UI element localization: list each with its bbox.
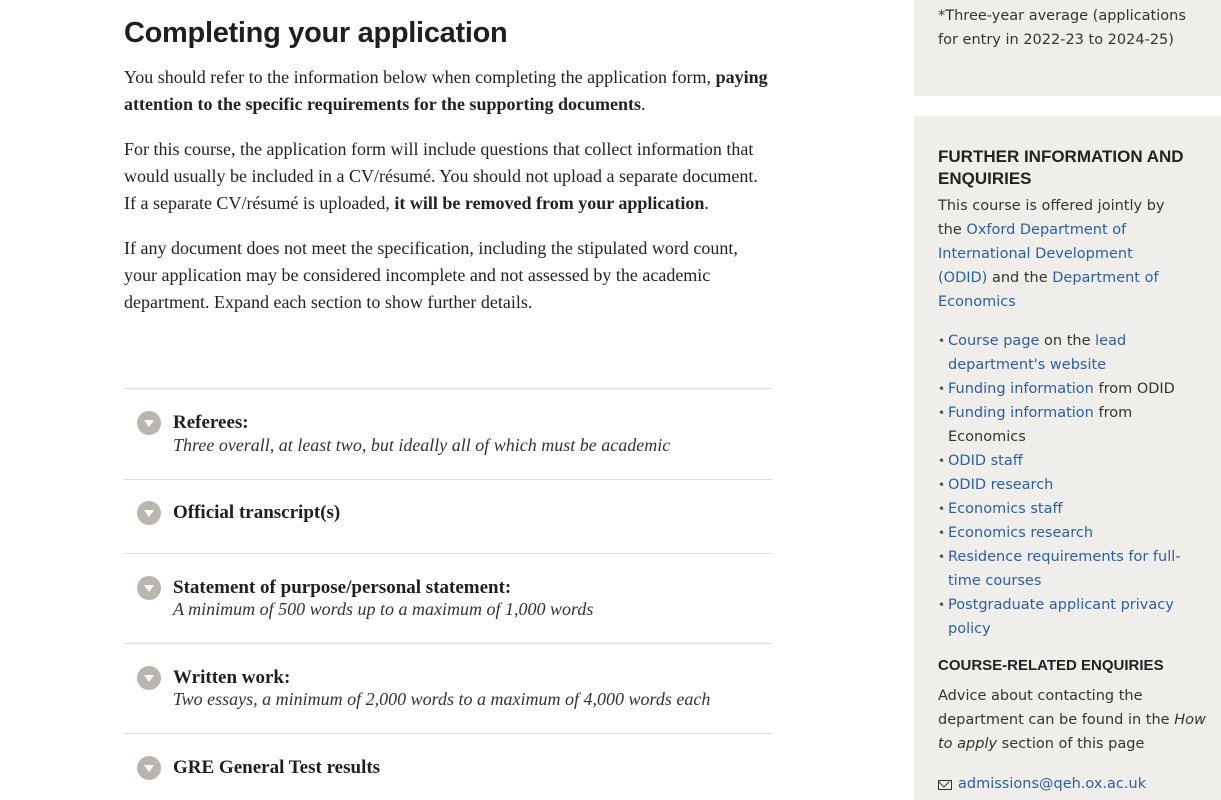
cv-text: For this course, the application form will include questions that collect information that would usually be included in a CV/résumé. You should not upload a separate document. If a separate CV/résumé is uploaded, bbox=[124, 139, 758, 213]
list-item bbox=[938, 473, 1198, 497]
list-item bbox=[938, 377, 1198, 401]
chevron-down-icon[interactable] bbox=[137, 756, 161, 780]
accordion-title[interactable]: Statement of purpose/personal statement: bbox=[173, 577, 512, 598]
advice-text bbox=[938, 684, 1208, 756]
page-title: Completing your application bbox=[124, 17, 508, 49]
list-item bbox=[938, 449, 1198, 473]
list-item bbox=[938, 497, 1198, 521]
funding-odid-link[interactable]: Funding information bbox=[948, 381, 1094, 397]
chevron-down-icon[interactable] bbox=[137, 501, 161, 525]
accordion-subtitle: Two essays, a minimum of 2,000 words to a maximum of 4,000 words each bbox=[173, 689, 711, 709]
course-page-link[interactable]: Course page bbox=[948, 333, 1040, 349]
accordion-title[interactable]: Official transcript(s) bbox=[173, 502, 341, 523]
advice-text-part: section of this page bbox=[997, 736, 1145, 752]
intro-emphasis: paying attention to the specific requirements for the supporting documents bbox=[124, 67, 768, 114]
odid-staff-link[interactable]: ODID staff bbox=[948, 453, 1023, 469]
advice-text-part: Advice about contacting the department can be found in the bbox=[938, 688, 1175, 728]
accordion-title[interactable]: GRE General Test results bbox=[173, 757, 381, 778]
sidebar-intro bbox=[938, 194, 1178, 314]
link-text: from ODID bbox=[1093, 381, 1175, 397]
documents-accordion bbox=[124, 388, 772, 800]
link-text: on the bbox=[1039, 333, 1096, 349]
list-item bbox=[938, 545, 1198, 593]
accordion-subtitle: A minimum of 500 words up to a maximum of 1,000 words bbox=[173, 599, 594, 619]
accordion-item-statement[interactable] bbox=[124, 553, 772, 643]
cv-text-end: . bbox=[704, 193, 709, 213]
main-content bbox=[124, 0, 772, 316]
intro-paragraph-2 bbox=[124, 136, 772, 217]
intro-paragraph-3: If any document does not meet the specification, including the stipulated word count, your application may be considered incomplete and not assessed by the academic department. Expand each section to show further details. bbox=[124, 238, 738, 312]
email-link[interactable]: admissions@qeh.ox.ac.uk bbox=[958, 776, 1147, 792]
intro-paragraph-1 bbox=[124, 64, 772, 118]
accordion-item-referees[interactable] bbox=[124, 388, 772, 479]
privacy-policy-link[interactable]: Postgraduate applicant privacy policy bbox=[948, 597, 1174, 637]
economics-dept-link[interactable]: Department of Economics bbox=[938, 270, 1159, 310]
accordion-item-written-work[interactable] bbox=[124, 643, 772, 733]
sidebar-heading: FURTHER INFORMATION AND ENQUIRIES bbox=[938, 147, 1184, 188]
accordion-subtitle: Three overall, at least two, but ideally all of which must be academic bbox=[173, 435, 671, 455]
list-item bbox=[938, 521, 1198, 545]
odid-research-link[interactable]: ODID research bbox=[948, 477, 1054, 493]
intro-text-end: . bbox=[640, 94, 646, 114]
accordion-title[interactable]: Written work: bbox=[173, 667, 291, 688]
residence-requirements-link[interactable]: Residence requirements for full-time courses bbox=[948, 549, 1181, 589]
economics-staff-link[interactable]: Economics staff bbox=[948, 501, 1063, 517]
intro-text: This course is offered jointly by the bbox=[938, 198, 1165, 238]
sidebar-links bbox=[938, 329, 1198, 641]
odid-link[interactable]: Oxford Department of International Development (ODID) bbox=[938, 222, 1133, 286]
intro-text: You should refer to the information below when completing the application form, bbox=[124, 67, 716, 87]
envelope-icon bbox=[938, 780, 952, 790]
accordion-title[interactable]: Referees: bbox=[173, 412, 249, 433]
cv-emphasis: it will be removed from your application bbox=[394, 193, 705, 213]
how-to-apply-text: How to apply bbox=[938, 712, 1206, 752]
email-row bbox=[938, 772, 1146, 796]
economics-research-link[interactable]: Economics research bbox=[948, 525, 1094, 541]
sidebar-enquiries bbox=[914, 116, 1221, 800]
intro-text: and the bbox=[987, 270, 1053, 286]
link-text: from Economics bbox=[948, 405, 1133, 445]
list-item bbox=[938, 593, 1198, 641]
sidebar-footnote-box bbox=[914, 0, 1221, 96]
list-item bbox=[938, 401, 1198, 449]
course-enquiries-heading: COURSE-RELATED ENQUIRIES bbox=[938, 657, 1164, 674]
accordion-item-gre[interactable] bbox=[124, 733, 772, 800]
lead-department-link[interactable]: lead department's website bbox=[948, 333, 1127, 373]
chevron-down-icon[interactable] bbox=[137, 576, 161, 600]
footnote: *Three-year average (applications for entry in 2022-23 to 2024-25) bbox=[938, 8, 1186, 48]
chevron-down-icon[interactable] bbox=[137, 666, 161, 690]
accordion-item-transcripts[interactable] bbox=[124, 479, 772, 553]
funding-economics-link[interactable]: Funding information bbox=[948, 405, 1094, 421]
list-item bbox=[938, 329, 1198, 377]
chevron-down-icon[interactable] bbox=[137, 411, 161, 435]
